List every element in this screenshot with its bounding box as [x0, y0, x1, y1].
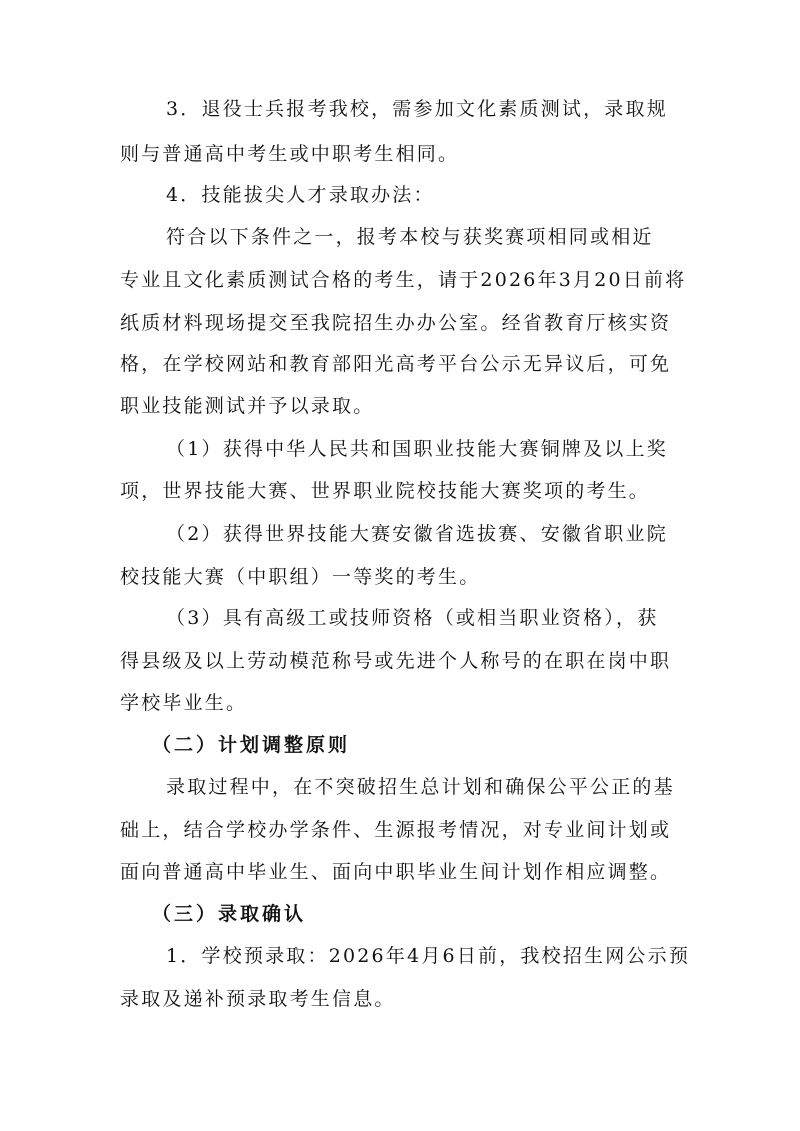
para-conditions-line-1: 符合以下条件之一，报考本校与获奖赛项相同或相近 [166, 226, 654, 248]
section-heading-plan-adjustment: （二）计划调整原则 [152, 734, 351, 756]
item-3-line-3: 学校毕业生。 [120, 692, 248, 714]
para-pre-admission-line-1: 1．学校预录取：2026年4月6日前，我校招生网公示预 [166, 945, 691, 967]
section-heading-admission-confirmation: （三）录取确认 [152, 903, 307, 925]
para-adjustment-line-2: 础上，结合学校办学条件、生源报考情况，对专业间计划或 [120, 819, 672, 841]
item-1-line-2: 项，世界技能大赛、世界职业院校技能大赛奖项的考生。 [120, 480, 651, 502]
item-2-line-1: （2）获得世界技能大赛安徽省选拔赛、安徽省职业院 [166, 523, 668, 545]
para-conditions-line-4: 格，在学校网站和教育部阳光高考平台公示无异议后，可免 [120, 353, 672, 375]
para-veterans-line-1: 3．退役士兵报考我校，需参加文化素质测试，录取规 [166, 98, 668, 120]
item-1-line-1: （1）获得中华人民共和国职业技能大赛铜牌及以上奖 [166, 438, 668, 460]
para-pre-admission-line-2: 录取及递补预录取考生信息。 [120, 988, 396, 1010]
item-3-line-2: 得县级及以上劳动模范称号或先进个人称号的在职在岗中职 [120, 650, 672, 672]
para-conditions-line-3: 纸质材料现场提交至我院招生办办公室。经省教育厅核实资 [120, 312, 672, 334]
para-adjustment-line-3: 面向普通高中毕业生、面向中职毕业生间计划作相应调整。 [120, 861, 672, 883]
para-conditions-line-2: 专业且文化素质测试合格的考生，请于2026年3月20日前将 [120, 269, 687, 291]
para-skill-talent-heading: 4．技能拔尖人才录取办法： [166, 184, 435, 206]
item-3-line-1: （3）具有高级工或技师资格（或相当职业资格），获 [166, 607, 659, 629]
para-adjustment-line-1: 录取过程中，在不突破招生总计划和确保公平公正的基 [166, 776, 675, 798]
para-veterans-line-2: 则与普通高中考生或中职考生相同。 [120, 143, 460, 165]
para-conditions-line-5: 职业技能测试并予以录取。 [120, 395, 375, 417]
item-2-line-2: 校技能大赛（中职组）一等奖的考生。 [120, 566, 481, 588]
